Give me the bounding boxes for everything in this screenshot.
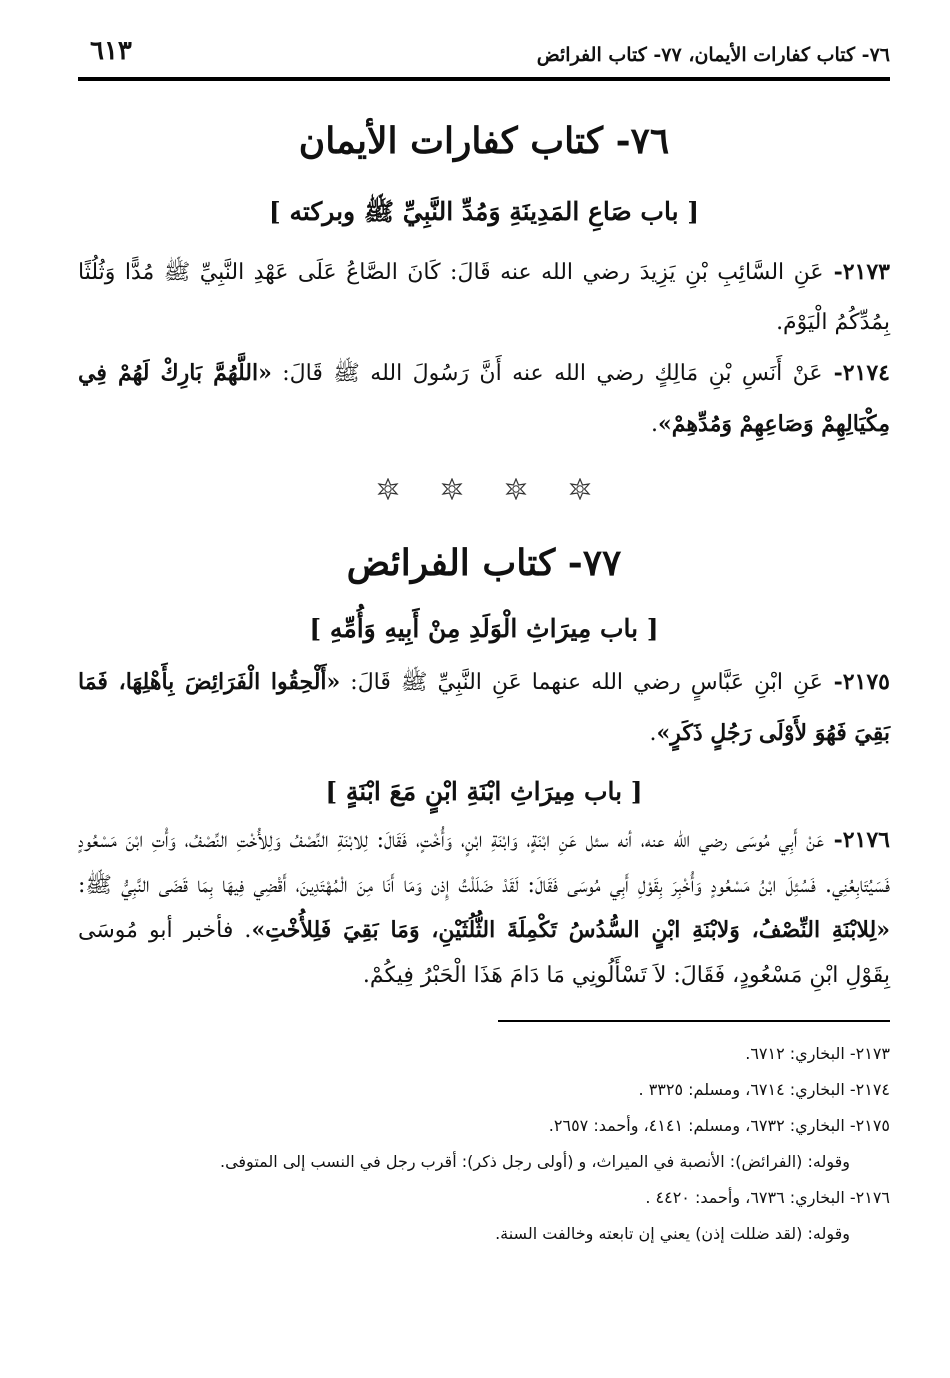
hadith-text-part2: . فأخبر أبو مُوسَى بِقَوْلِ ابْنِ مَسْعُودٍ، فَقَالَ: لاَ تَسْأَلُونِي مَا دَامَ هَذَا الْحَبْرُ فِيكُمْ. <box>78 918 890 988</box>
star-ornament-icon <box>569 478 591 500</box>
star-ornament-icon <box>441 478 463 500</box>
footnote-2175: ٢١٧٥- البخاري: ٦٧٣٢، ومسلم: ٤١٤١، وأحمد: ٢٦٥٧. <box>548 1116 890 1135</box>
book-77-title: ٧٧- كتاب الفرائض <box>346 542 622 584</box>
footnote-separator <box>498 1020 890 1022</box>
hadith-2174: ٢١٧٤- عَنْ أَنَسِ بْنِ مَالِكٍ رضي الله عنه أَنَّ رَسُولَ الله ﷺ قَالَ: «اللَّهُمَّ بَارِكْ لَهُمْ فِي مِكْيَالِهِمْ وَصَاعِهِمْ وَمُدِّهِمْ». <box>78 360 890 437</box>
hadith-2176: ٢١٧٦- عَنْ أَبِي مُوسَى رضي الله عنه، أنه سئل عَنِ ابْنَةٍ، وَابْنَةِ ابْنٍ، وَأُخْتٍ، فَقَالَ: لِلابْنَةِ النِّصْفُ وَلِلأُخْتِ النِّصْفُ، وَأْتِ ابْنَ مَسْعُودٍ فَسَيُتَابِعُنِي. فَسُئِلَ ابْنُ مَسْعُودٍ وَأُخْبِرَ بِقَوْلِ أَبِي مُوسَى فَقَالَ: لَقَدْ ضَلَلْتُ إِذن وَمَا أَنَا مِنَ الْمُهْتَدِينَ، أَقْضِي فِيهَا بِمَا قَضَى النَّبِيُّ ﷺ: «لِلابْنَةِ النِّصْفُ، وَلابْنَةِ ابْنٍ السُّدُسُ تَكْمِلَةَ الثُّلُثَيْنِ، وَمَا بَقِيَ فَلِلأُخْتِ». فأخبر أبو مُوسَى بِقَوْلِ ابْنِ مَسْعُودٍ، فَقَالَ: لاَ تَسْأَلُونِي مَا دَامَ هَذَا الْحَبْرُ فِيكُمْ. <box>78 827 890 988</box>
footnotes <box>78 1036 890 1252</box>
hadith-number: ٢١٧٤ <box>842 360 890 386</box>
star-ornament-icon <box>377 478 399 500</box>
footnote-2176: ٢١٧٦- البخاري: ٦٧٣٦، وأحمد: ٤٤٢٠ . <box>645 1188 890 1207</box>
running-header <box>78 30 890 74</box>
header-rule <box>78 77 890 81</box>
footnote-2175-note: وقوله: (الفرائض): الأنصبة في الميراث، و (أولى رجل ذكر): أقرب رجل في النسب إلى المتوفى. <box>219 1152 850 1171</box>
footnote-2176-note: وقوله: (لقد ضللت إذن) يعني إن تابعته وخالفت السنة. <box>495 1224 850 1243</box>
hadith-outro: . <box>649 721 657 746</box>
hadith-number: ٢١٧٥ <box>842 669 890 695</box>
page-number: ٦١٣ <box>90 36 132 66</box>
section-divider-ornaments <box>78 478 890 500</box>
hadith-text-part1: عَنْ أَبِي مُوسَى رضي الله عنه، أنه سئل عَنِ ابْنَةٍ، وَابْنَةِ ابْنٍ، وَأُخْتٍ، فَقَالَ: لِلابْنَةِ النِّصْفُ وَلِلأُخْتِ النِّصْفُ، وَأْتِ ابْنَ مَسْعُودٍ فَسَيُتَابِعُنِي. فَسُئِلَ ابْنُ مَسْعُودٍ وَأُخْبِرَ بِقَوْلِ أَبِي مُوسَى فَقَالَ: لَقَدْ ضَلَلْتُ إِذن وَمَا أَنَا مِنَ الْمُهْتَدِينَ، أَقْضِي فِيهَا بِمَا قَضَى النَّبِيُّ ﷺ: <box>78 828 890 898</box>
book-page <box>78 30 890 1252</box>
hadith-2175: ٢١٧٥- عَنِ ابْنِ عَبَّاسٍ رضي الله عنهما عَنِ النَّبِيِّ ﷺ قَالَ: «أَلْحِقُوا الْفَرَائِضَ بِأَهْلِهَا، فَمَا بَقِيَ فَهُوَ لأَوْلَى رَجُلٍ ذَكَرٍ». <box>78 669 890 746</box>
hadith-intro: عَنِ ابْنِ عَبَّاسٍ رضي الله عنهما عَنِ النَّبِيِّ ﷺ قَالَ: <box>340 670 823 695</box>
hadith-number: ٢١٧٦ <box>842 827 890 853</box>
star-ornament-icon <box>505 478 527 500</box>
hadith-text: عَنِ السَّائِبِ بْنِ يَزِيدَ رضي الله عنه قَالَ: كَانَ الصَّاعُ عَلَى عَهْدِ النَّبِيِّ ﷺ مُدًّا وَثُلُثًا بِمُدِّكُمُ الْيَوْمَ. <box>78 260 890 335</box>
hadith-2173: ٢١٧٣- عَنِ السَّائِبِ بْنِ يَزِيدَ رضي الله عنه قَالَ: كَانَ الصَّاعُ عَلَى عَهْدِ النَّبِيِّ ﷺ مُدًّا وَثُلُثًا بِمُدِّكُمُ الْيَوْمَ. <box>78 259 890 335</box>
prophetic-saying: «اللَّهُمَّ بَارِكْ لَهُمْ فِي مِكْيَالِهِمْ وَصَاعِهِمْ وَمُدِّهِمْ» <box>78 360 890 437</box>
chapter-title-child-inheritance: [ باب مِيرَاثِ الْوَلَدِ مِنْ أَبِيهِ وَأُمِّهِ ] <box>309 614 659 643</box>
hadith-number: ٢١٧٣ <box>842 259 890 285</box>
prophetic-saying: «أَلْحِقُوا الْفَرَائِضَ بِأَهْلِهَا، فَمَا بَقِيَ فَهُوَ لأَوْلَى رَجُلٍ ذَكَرٍ» <box>78 669 890 746</box>
hadith-outro: . <box>651 412 659 437</box>
running-title: ٧٦- كتاب كفارات الأيمان، ٧٧- كتاب الفرائض <box>536 44 890 66</box>
hadith-intro: عَنْ أَنَسِ بْنِ مَالِكٍ رضي الله عنه أَنَّ رَسُولَ الله ﷺ قَالَ: <box>271 361 823 386</box>
footnote-2173: ٢١٧٣- البخاري: ٦٧١٢. <box>745 1044 890 1063</box>
prophetic-saying: «لِلابْنَةِ النِّصْفُ، وَلابْنَةِ ابْنٍ السُّدُسُ تَكْمِلَةَ الثُّلُثَيْنِ، وَمَا بَقِيَ فَلِلأُخْتِ» <box>251 917 890 943</box>
chapter-title-granddaughter-inheritance: [ باب مِيرَاثِ ابْنَةِ ابْنٍ مَعَ ابْنَةٍ ] <box>325 777 643 806</box>
book-76-title: ٧٦- كتاب كفارات الأيمان <box>298 120 670 162</box>
footnote-2174: ٢١٧٤- البخاري: ٦٧١٤، ومسلم: ٣٣٢٥ . <box>638 1080 890 1099</box>
chapter-title-sa-madina: [ باب صَاعِ المَدِينَةِ وَمُدِّ النَّبِيِّ ﷺ وبركته ] <box>268 197 700 226</box>
